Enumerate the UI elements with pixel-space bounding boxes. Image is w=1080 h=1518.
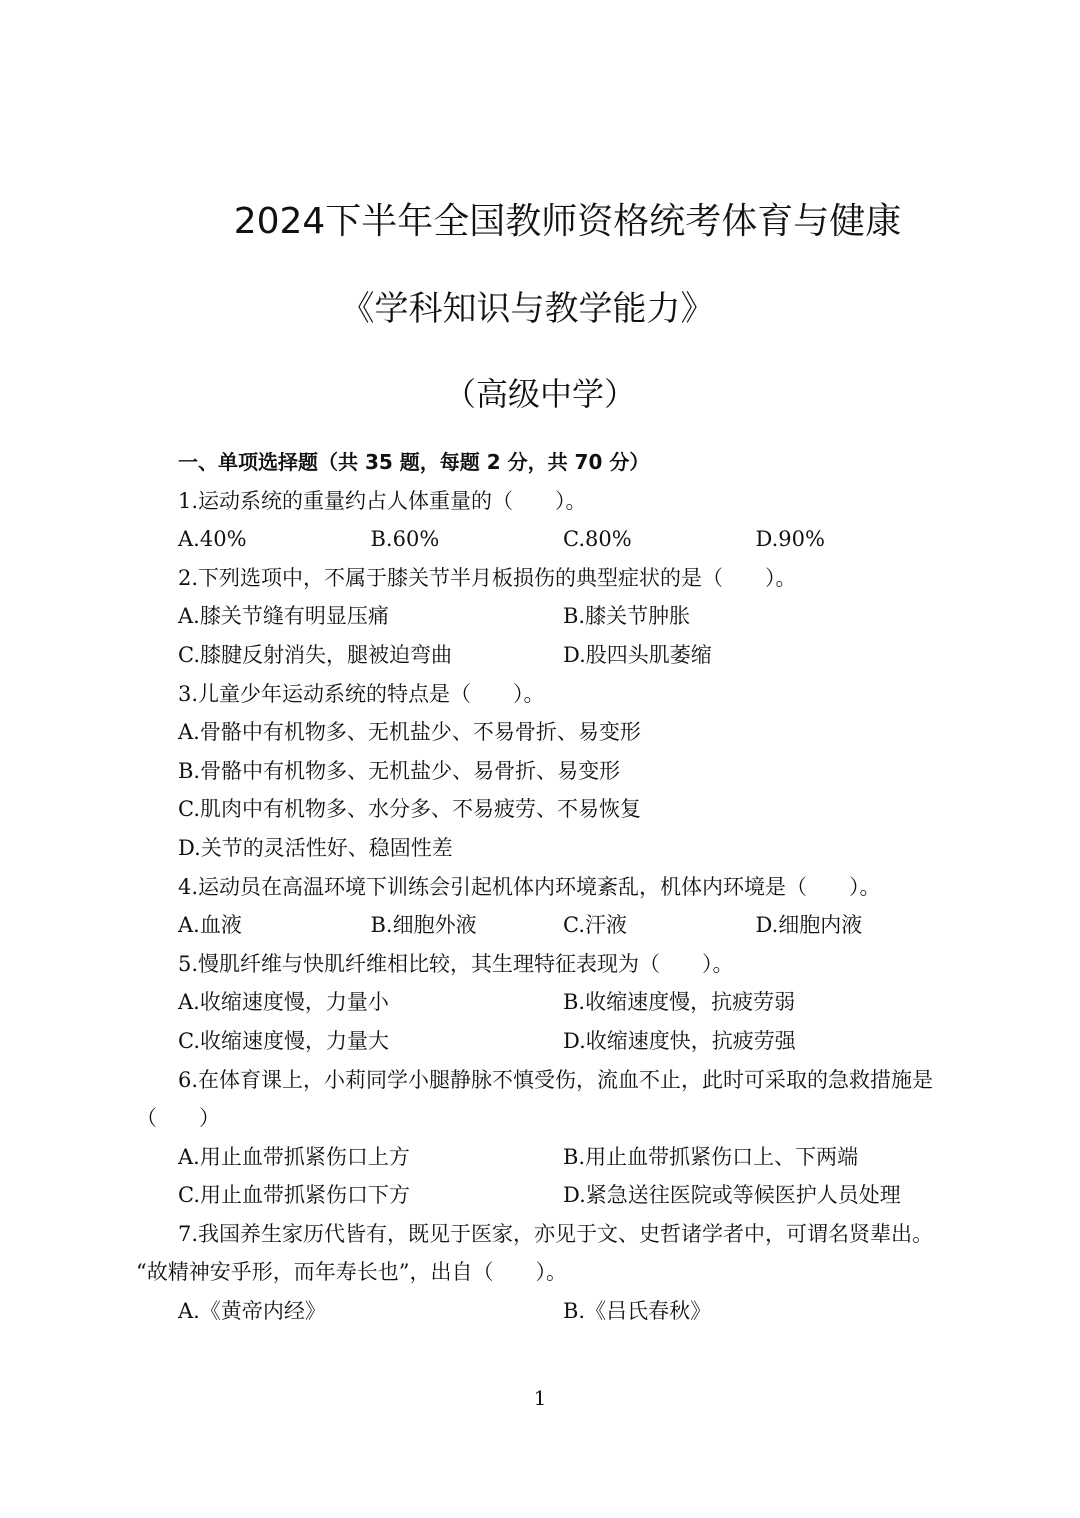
question-1-option-c: C.80% xyxy=(563,527,632,552)
question-4-option-c: C.汗液 xyxy=(563,913,627,938)
question-2-option-c: C.膝腱反射消失，腿被迫弯曲 xyxy=(178,642,452,667)
question-3-options-row4 xyxy=(136,829,948,868)
question-7-options-row1 xyxy=(136,1292,948,1331)
question-2-options-row2 xyxy=(136,636,948,675)
question-2-options-row1 xyxy=(136,597,948,636)
question-5-options-row2 xyxy=(136,1022,948,1061)
question-4-option-b: B.细胞外液 xyxy=(370,913,477,938)
section-heading: 一、单项选择题（共 35 题，每题 2 分，共 70 分） xyxy=(178,450,650,474)
question-4-option-d: D.细胞内液 xyxy=(755,913,863,938)
question-7-stem-line2: “故精神安乎形，而年寿长也”，出自（ ）。 xyxy=(136,1260,567,1285)
exam-title-line2: 《学科知识与教学能力》 xyxy=(340,289,715,329)
question-1-option-d: D.90% xyxy=(755,527,825,552)
question-6-option-a: A.用止血带抓紧伤口上方 xyxy=(178,1144,410,1169)
question-6-stem xyxy=(136,1061,948,1138)
question-5-option-d: D.收缩速度快，抗疲劳强 xyxy=(563,1028,796,1053)
question-4-stem: 4.运动员在高温环境下训练会引起机体内环境紊乱，机体内环境是（ ）。 xyxy=(178,874,881,899)
question-6-stem-line2: （ ） xyxy=(136,1106,220,1131)
question-1-option-b: B.60% xyxy=(370,527,440,552)
question-1-options xyxy=(136,520,948,559)
question-5-stem: 5.慢肌纤维与快肌纤维相比较，其生理特征表现为（ ）。 xyxy=(178,951,734,976)
exam-content xyxy=(136,443,948,1331)
question-1-stem: 1.运动系统的重量约占人体重量的（ ）。 xyxy=(178,488,587,513)
question-6-stem-line1: 6.在体育课上，小莉同学小腿静脉不慎受伤，流血不止，此时可采取的急救措施是 xyxy=(178,1067,934,1092)
question-5-option-c: C.收缩速度慢，力量大 xyxy=(178,1028,389,1053)
question-6-option-d: D.紧急送往医院或等候医护人员处理 xyxy=(563,1183,901,1208)
question-6-options-row2 xyxy=(136,1176,948,1215)
question-2-stem: 2.下列选项中，不属于膝关节半月板损伤的典型症状的是（ ）。 xyxy=(178,565,797,590)
question-6-option-b: B.用止血带抓紧伤口上、下两端 xyxy=(563,1144,859,1169)
question-5-option-a: A.收缩速度慢，力量小 xyxy=(178,990,389,1015)
question-3-option-d: D.关节的灵活性好、稳固性差 xyxy=(178,835,453,860)
question-3-options-row2 xyxy=(136,752,948,791)
question-3-option-a: A.骨骼中有机物多、无机盐少、不易骨折、易变形 xyxy=(178,720,641,745)
question-7-option-b: B.《吕氏春秋》 xyxy=(563,1299,712,1324)
page-number: 1 xyxy=(533,1386,547,1410)
exam-title-line1: 2024下半年全国教师资格统考体育与健康 xyxy=(233,201,902,242)
question-5-options-row1 xyxy=(136,983,948,1022)
question-4-option-a: A.血液 xyxy=(178,913,242,938)
question-2-option-d: D.股四头肌萎缩 xyxy=(563,642,712,667)
question-7-stem xyxy=(136,1215,948,1292)
question-3-options-row3 xyxy=(136,790,948,829)
question-3-option-b: B.骨骼中有机物多、无机盐少、易骨折、易变形 xyxy=(178,758,621,783)
question-4-options xyxy=(136,906,948,945)
question-5-option-b: B.收缩速度慢，抗疲劳弱 xyxy=(563,990,796,1015)
question-6-option-c: C.用止血带抓紧伤口下方 xyxy=(178,1183,410,1208)
question-7-stem-line1: 7.我国养生家历代皆有，既见于医家，亦见于文、史哲诸学者中，可谓名贤辈出。 xyxy=(178,1221,934,1246)
question-3-options-row1 xyxy=(136,713,948,752)
question-2-option-b: B.膝关节肿胀 xyxy=(563,604,691,629)
question-3-stem: 3.儿童少年运动系统的特点是（ ）。 xyxy=(178,681,545,706)
question-3-option-c: C.肌肉中有机物多、水分多、不易疲劳、不易恢复 xyxy=(178,797,641,822)
exam-title-line3: （高级中学） xyxy=(443,375,636,413)
question-1-option-a: A.40% xyxy=(178,527,247,552)
question-2-option-a: A.膝关节缝有明显压痛 xyxy=(178,604,389,629)
question-6-options-row1 xyxy=(136,1138,948,1177)
question-7-option-a: A.《黄帝内经》 xyxy=(178,1299,326,1324)
